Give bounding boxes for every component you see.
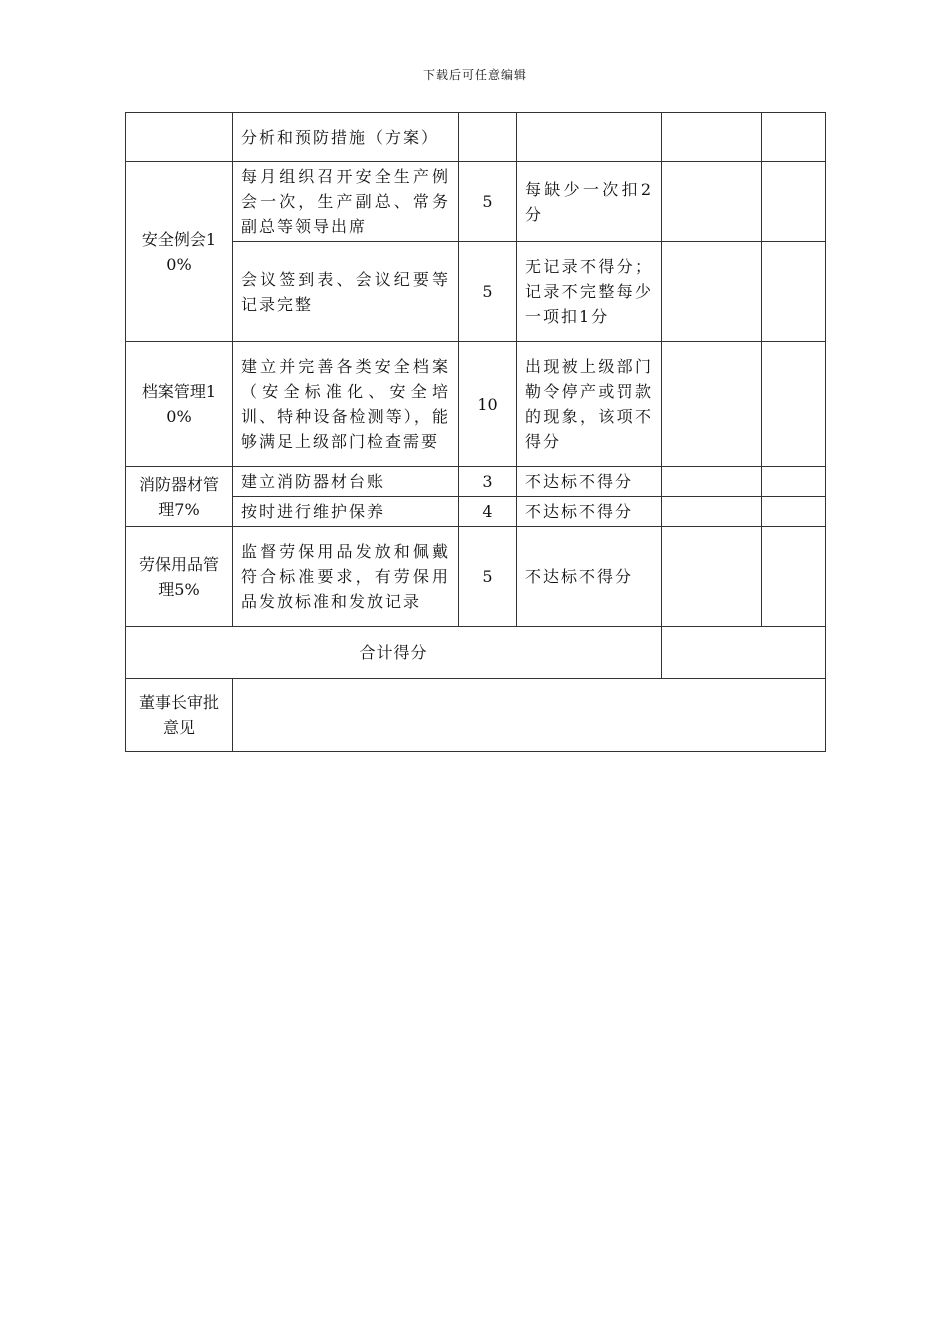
score-cell: 10 (459, 342, 517, 467)
approval-row (126, 679, 826, 752)
table-row (126, 527, 826, 627)
remark-cell[interactable] (762, 162, 826, 242)
actual-score-cell[interactable] (662, 527, 762, 627)
actual-score-cell[interactable] (662, 242, 762, 342)
approval-label: 董事长审批意见 (126, 679, 233, 752)
item-cell: 每月组织召开安全生产例会一次，生产副总、常务副总等领导出席 (233, 162, 459, 242)
rule-cell: 不达标不得分 (517, 497, 662, 527)
category-cell (126, 113, 233, 162)
total-score-label: 合计得分 (126, 627, 662, 679)
table-row (126, 467, 826, 497)
score-cell: 5 (459, 242, 517, 342)
actual-score-cell[interactable] (662, 467, 762, 497)
rule-cell: 无记录不得分；记录不完整每少一项扣1分 (517, 242, 662, 342)
page-header: 下载后可任意编辑 (422, 68, 527, 82)
remark-cell[interactable] (762, 497, 826, 527)
category-cell: 劳保用品管理5% (126, 527, 233, 627)
score-cell: 5 (459, 527, 517, 627)
actual-score-cell[interactable] (662, 497, 762, 527)
item-cell: 分析和预防措施（方案） (233, 113, 459, 162)
rule-cell: 不达标不得分 (517, 527, 662, 627)
remark-cell[interactable] (762, 113, 826, 162)
item-cell: 建立并完善各类安全档案（安全标准化、安全培训、特种设备检测等），能够满足上级部门检查需要 (233, 342, 459, 467)
actual-score-cell[interactable] (662, 342, 762, 467)
item-cell: 会议签到表、会议纪要等记录完整 (233, 242, 459, 342)
rule-cell: 不达标不得分 (517, 467, 662, 497)
item-cell: 建立消防器材台账 (233, 467, 459, 497)
remark-cell[interactable] (762, 342, 826, 467)
rule-cell: 每缺少一次扣2分 (517, 162, 662, 242)
remark-cell[interactable] (762, 467, 826, 497)
score-table (125, 112, 826, 752)
table-row (126, 113, 826, 162)
category-cell: 消防器材管理7% (126, 467, 233, 527)
table-row (126, 162, 826, 242)
category-cell: 档案管理10% (126, 342, 233, 467)
score-cell: 3 (459, 467, 517, 497)
item-cell: 按时进行维护保养 (233, 497, 459, 527)
item-cell: 监督劳保用品发放和佩戴符合标准要求，有劳保用品发放标准和发放记录 (233, 527, 459, 627)
score-cell: 5 (459, 162, 517, 242)
actual-score-cell[interactable] (662, 113, 762, 162)
actual-score-cell[interactable] (662, 162, 762, 242)
score-cell: 4 (459, 497, 517, 527)
total-score-value-cell[interactable] (662, 627, 826, 679)
remark-cell[interactable] (762, 527, 826, 627)
rule-cell: 出现被上级部门勒令停产或罚款的现象，该项不得分 (517, 342, 662, 467)
score-cell (459, 113, 517, 162)
approval-opinion-cell[interactable] (233, 679, 826, 752)
table-row (126, 342, 826, 467)
rule-cell (517, 113, 662, 162)
category-cell: 安全例会10% (126, 162, 233, 342)
remark-cell[interactable] (762, 242, 826, 342)
total-row (126, 627, 826, 679)
